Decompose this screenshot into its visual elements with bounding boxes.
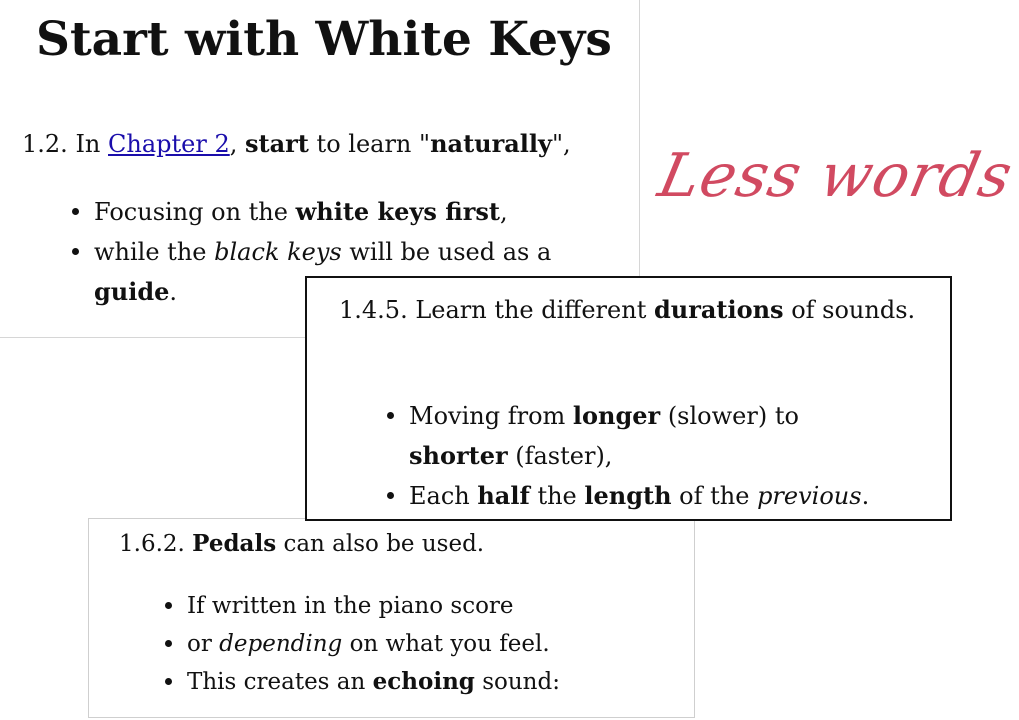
middle-slide-panel [305, 276, 952, 521]
text: (faster), [507, 442, 613, 470]
section-1-4-5-paragraph [339, 290, 919, 330]
text: while the [94, 238, 215, 266]
text-bold: shorter [409, 441, 508, 470]
text-naturally: naturally [430, 129, 552, 158]
text: will be used as a [341, 238, 552, 266]
text: of sounds. [783, 296, 916, 324]
list-item [70, 192, 590, 232]
text-italic: previous [757, 482, 862, 510]
text: , [499, 198, 508, 226]
text-bold: half [477, 481, 530, 510]
text-bold: longer [572, 401, 661, 430]
text: (slower) to [660, 402, 799, 430]
section-number: 1.6.2. [119, 531, 185, 557]
text: Each [409, 482, 478, 510]
text: . [861, 482, 870, 510]
text-italic: black keys [214, 238, 342, 266]
bottom-slide-panel [88, 518, 695, 718]
text-in: In [75, 130, 101, 158]
text-bold: length [584, 481, 672, 510]
section-1-4-5-list [385, 396, 905, 516]
list-item [163, 587, 560, 625]
chapter-2-link[interactable]: Chapter 2 [108, 130, 230, 158]
text: If written in the piano score [187, 593, 514, 619]
text-italic: depending [219, 631, 343, 657]
page-title: Start with White Keys [36, 12, 612, 67]
section-1-6-2-list [163, 587, 560, 701]
text: of the [671, 482, 758, 510]
less-words-script-note: Less words [652, 141, 1019, 211]
section-1-6-2-paragraph [119, 525, 484, 563]
text: Focusing on the [94, 198, 296, 226]
text: the [529, 482, 585, 510]
text: sound: [474, 669, 560, 695]
text: . [169, 278, 178, 306]
text-bold: Pedals [192, 530, 277, 557]
text-bold: guide [94, 277, 170, 306]
list-item [163, 625, 560, 663]
text-comma: , [229, 130, 238, 158]
list-item [385, 476, 905, 516]
text-bold: durations [653, 295, 784, 324]
list-item [163, 663, 560, 701]
text-bold: white keys first [295, 197, 500, 226]
section-1-2-paragraph [22, 124, 571, 164]
text-end: ", [551, 130, 571, 158]
text-bold: echoing [372, 668, 475, 695]
list-item [385, 396, 905, 476]
text-to-learn: to learn " [316, 130, 431, 158]
text: 1.4.5. Learn the different [339, 296, 654, 324]
section-number: 1.2. [22, 130, 68, 158]
text: can also be used. [276, 531, 485, 557]
text: Moving from [409, 402, 573, 430]
text-start: start [245, 129, 309, 158]
text: on what you feel. [342, 631, 550, 657]
text: This creates an [187, 669, 373, 695]
text: or [187, 631, 220, 657]
